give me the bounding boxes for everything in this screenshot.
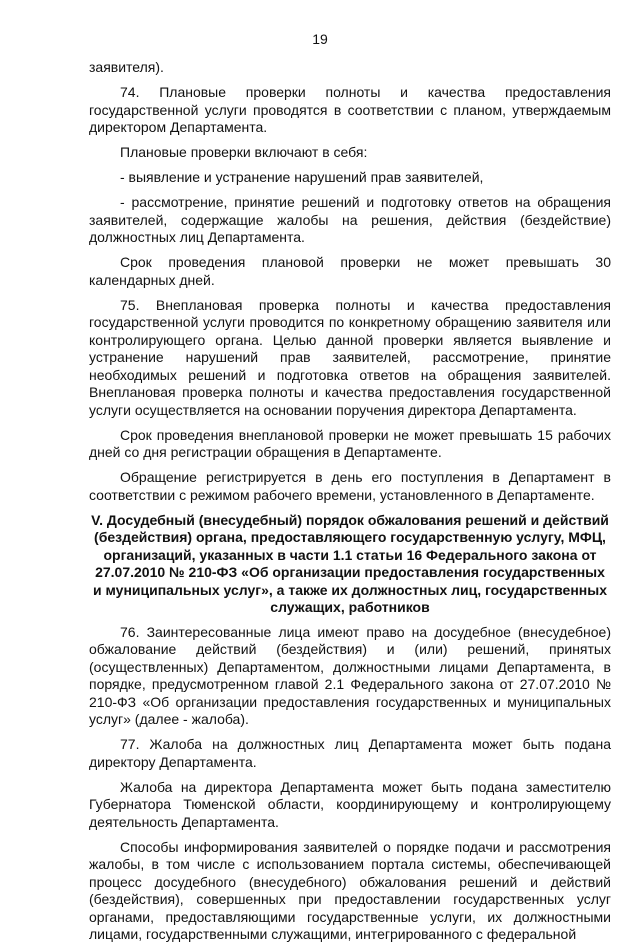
paragraph-director-complaint: Жалоба на директора Департамента может быть подана заместителю Губернатора Тюменской области, координирующему и контролирующему деятельность Департамента. [89, 778, 611, 830]
list-item-consideration: - рассмотрение, принятие решений и подготовку ответов на обращения заявителей, содержащие жалобы на решения, действия (бездействие) должностных лиц Департамента. [89, 194, 611, 245]
paragraph-74: 74. Плановые проверки полноты и качества предоставления государственной услуги проводятся в соответствии с планом, утверждаемым директором Департамента. [89, 84, 611, 135]
paragraph-informing-methods: Способы информирования заявителей о порядке подачи и рассмотрения жалобы, в том числе с использованием портала системы, обеспечивающей процесс досудебного (внесудебного) обжалования решений и действий (бездействия), совершенных при предоставлении государственных услуг органами, предоставляющими государственные услуги, их должностными лицами, государственными служащими, интегрированного с федеральной [89, 838, 611, 942]
page-number: 19 [312, 31, 328, 47]
paragraph-77: 77. Жалоба на должностных лиц Департамента может быть подана директору Департамента. [89, 736, 611, 770]
section-heading: V. Досудебный (внесудебный) порядок обжалования решений и действий (бездействия) органа, предоставляющего государственную услугу, МФЦ, организаций, указанных в части 1.1 статьи 16 Федерального закона от 27.07.2010 № 210-ФЗ «Об организации предоставления государственных и муниципальных услуг», а также их должностных лиц, государственных служащих, работников [91, 511, 609, 615]
paragraph-76: 76. Заинтересованные лица имеют право на досудебное (внесудебное) обжалование действий (бездействия) и (или) решений, принятых (осуществленных) Департаментом, должностными лицами Департамента, в порядке, предусмотренном главой 2.1 Федерального закона от 27.07.2010 № 210-ФЗ «Об организации предоставления государственных и муниципальных услуг» (далее - жалоба). [89, 623, 611, 727]
paragraph-planned-check-term: Срок проведения плановой проверки не может превышать 30 календарных дней. [89, 254, 611, 288]
paragraph-registration: Обращение регистрируется в день его поступления в Департамент в соответствии с режимом рабочего времени, установленного в Департаменте. [89, 469, 611, 503]
paragraph-continuation: заявителя). [89, 59, 164, 75]
paragraph-75: 75. Внеплановая проверка полноты и качества предоставления государственной услуги проводится по конкретному обращению заявителя или контролирующего органа. Целью данной проверки является выявление и устранение нарушений прав заявителей, рассмотрение, принятие необходимых решений и подготовка ответов на обращения заявителей. Внеплановая проверка полноты и качества предоставления государственной услуги осуществляется на основании поручения директора Департамента. [89, 296, 611, 418]
document-body [89, 59, 611, 951]
paragraph-unplanned-check-term: Срок проведения внеплановой проверки не может превышать 15 рабочих дней со дня регистрации обращения в Департаменте. [89, 426, 611, 460]
paragraph-planned-checks-intro: Плановые проверки включают в себя: [120, 144, 368, 160]
list-item-violations: - выявление и устранение нарушений прав заявителей, [120, 169, 484, 185]
